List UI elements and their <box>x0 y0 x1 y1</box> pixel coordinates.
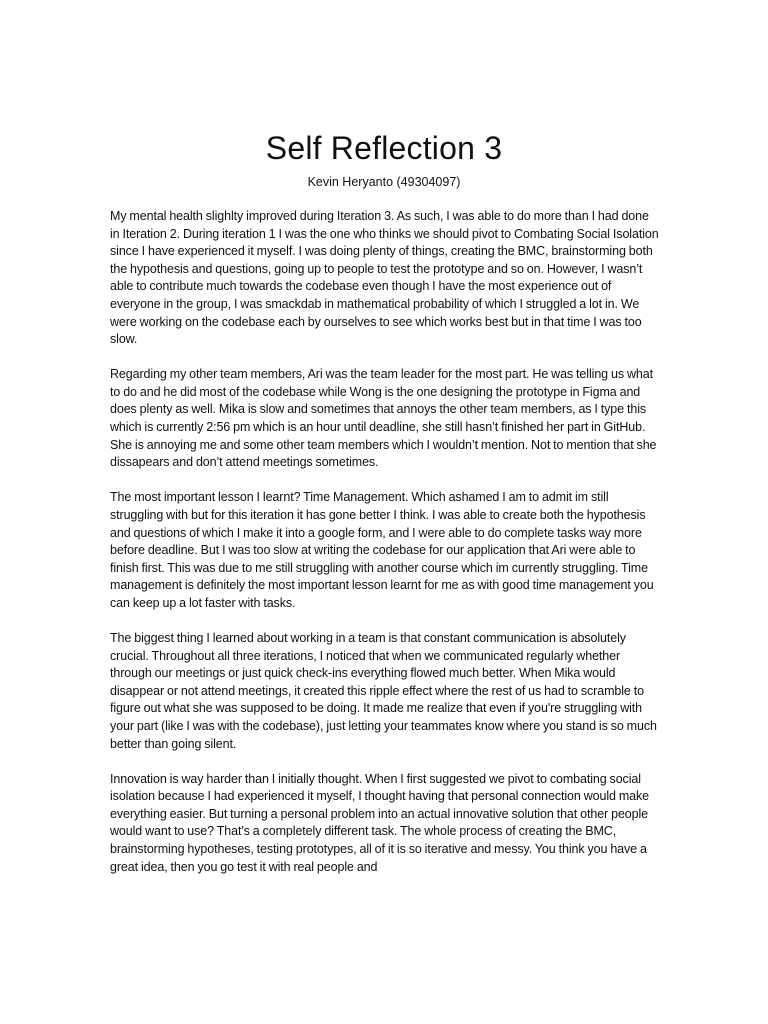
document-title: Self Reflection 3 <box>265 130 503 166</box>
author-line: Kevin Heryanto (49304097) <box>307 175 461 189</box>
paragraph: Regarding my other team members, Ari was the team leader for the most part. He was telling us what to do and he did most of the codebase while Wong is the one designing the prototype in Figma and does plenty as well. Mika is slow and sometimes that annoys the other team members, as I type this which is currently 2:56 pm which is an hour until deadline, she still hasn’t finished her part in GitHub. She is annoying me and some other team members which I wouldn’t mention. Not to mention that she dissapears and don’t attend meetings sometimes. <box>110 367 657 470</box>
paragraph: My mental health slighlty improved during Iteration 3. As such, I was able to do more than I had done in Iteration 2. During iteration 1 I was the one who thinks we should pivot to Combating Social Isolation since I have experienced it myself. I was doing plenty of things, creating the BMC, brainstorming both the hypothesis and questions, going up to people to test the prototype and so on. However, I wasn’t able to contribute much towards the codebase even though I have the most experience out of everyone in the group, I was smackdab in mathematical probability of which I struggled a lot in. We were working on the codebase each by ourselves to see which works best but in that time I was too slow. <box>110 209 659 347</box>
paragraph: Innovation is way harder than I initially thought. When I first suggested we pivot to combating social isolation because I had experienced it myself, I thought having that personal connection would make everything easier. But turning a personal problem into an actual innovative solution that other people would want to use? That's a completely different task. The whole process of creating the BMC, brainstorming hypotheses, testing prototypes, all of it is so iterative and messy. You think you have a great idea, then you go test it with real people and <box>110 771 650 874</box>
paragraph: The most important lesson I learnt? Time Management. Which ashamed I am to admit im still struggling with but for this iteration it has gone better I think. I was able to create both the hypothesis and questions of which I make it into a google form, and I were able to do complete tasks way more before deadline. But I was too slow at writing the codebase for our application that Ari were able to finish first. This was due to me still struggling with another course which im currently struggling. Time management is definitely the most important lesson learnt for me as with good time management you can keep up a lot faster with tasks. <box>110 490 654 610</box>
paragraph: The biggest thing I learned about working in a team is that constant communication is absolutely crucial. Throughout all three iterations, I noticed that when we communicated regularly whether through our meetings or just quick check-ins everything flowed much better. When Mika would disappear or not attend meetings, it created this ripple effect where the rest of us had to scramble to figure out what she was supposed to be doing. It made me realize that even if you're struggling with your part (like I was with the codebase), just letting your teammates know where you stand is so much better than going silent. <box>110 630 657 751</box>
document-body <box>110 208 660 894</box>
